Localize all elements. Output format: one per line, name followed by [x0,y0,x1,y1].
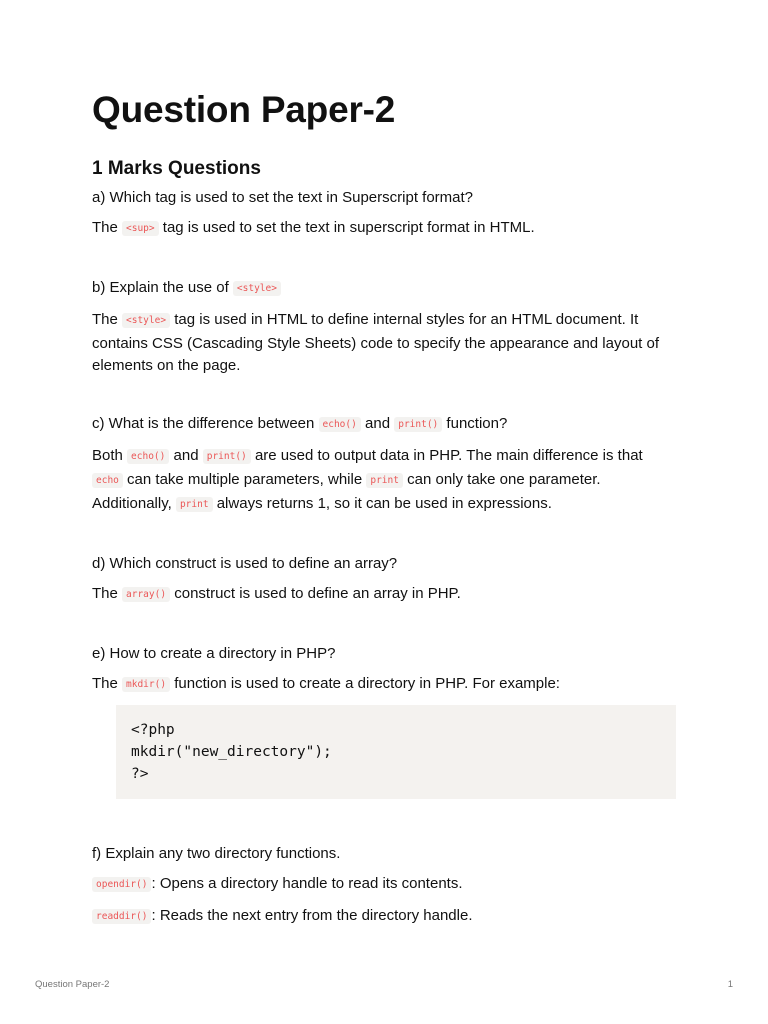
inline-code: echo() [127,449,169,464]
question-c: c) What is the difference between echo() and print() function? [92,415,508,432]
inline-code: echo() [319,417,361,432]
document-page [92,86,676,929]
answer-f-item-1: opendir() : Opens a directory handle to read its contents. [92,873,676,897]
question-d: d) Which construct is used to define an array? [92,555,398,572]
inline-code: print() [203,449,251,464]
answer-e: The mkdir() function is used to create a directory in PHP. For example: [92,675,560,692]
answer-a: The <sup> tag is used to set the text in superscript format in HTML. [92,219,535,236]
inline-code: <sup> [122,221,159,236]
question-f: f) Explain any two directory functions. [92,845,341,862]
inline-code: readdir() [92,909,151,924]
inline-code: print [366,473,403,488]
section-heading: 1 Marks Questions [92,158,261,179]
inline-code: print [176,497,213,512]
question-b: b) Explain the use of <style> [92,277,676,301]
answer-c: Both echo() and print() are used to output data in PHP. The main difference is that echo can take multiple parameters, while print can only take one parameter. Additionally, print always returns 1, so it can be used in expressions. [92,447,643,512]
code-block: <?php mkdir("new_directory"); ?> [116,705,676,799]
page-number: 1 [727,979,733,990]
inline-code: mkdir() [122,677,170,692]
answer-b: The <style> tag is used in HTML to define internal styles for an HTML document. It contains CSS (Cascading Style Sheets) code to specify the appearance and layout of elements on the page. [92,311,660,374]
answer-d: The array() construct is used to define an array in PHP. [92,585,461,602]
page-title: Question Paper-2 [92,89,396,130]
inline-code: opendir() [92,877,151,892]
question-a: a) Which tag is used to set the text in Superscript format? [92,189,474,206]
inline-code: echo [92,473,123,488]
inline-code: <style> [233,281,281,296]
question-e: e) How to create a directory in PHP? [92,645,336,662]
inline-code: print() [394,417,442,432]
footer-title: Question Paper-2 [35,979,110,990]
answer-f-item-2: readdir() : Reads the next entry from the directory handle. [92,905,676,929]
inline-code: array() [122,587,170,602]
inline-code: <style> [122,313,170,328]
